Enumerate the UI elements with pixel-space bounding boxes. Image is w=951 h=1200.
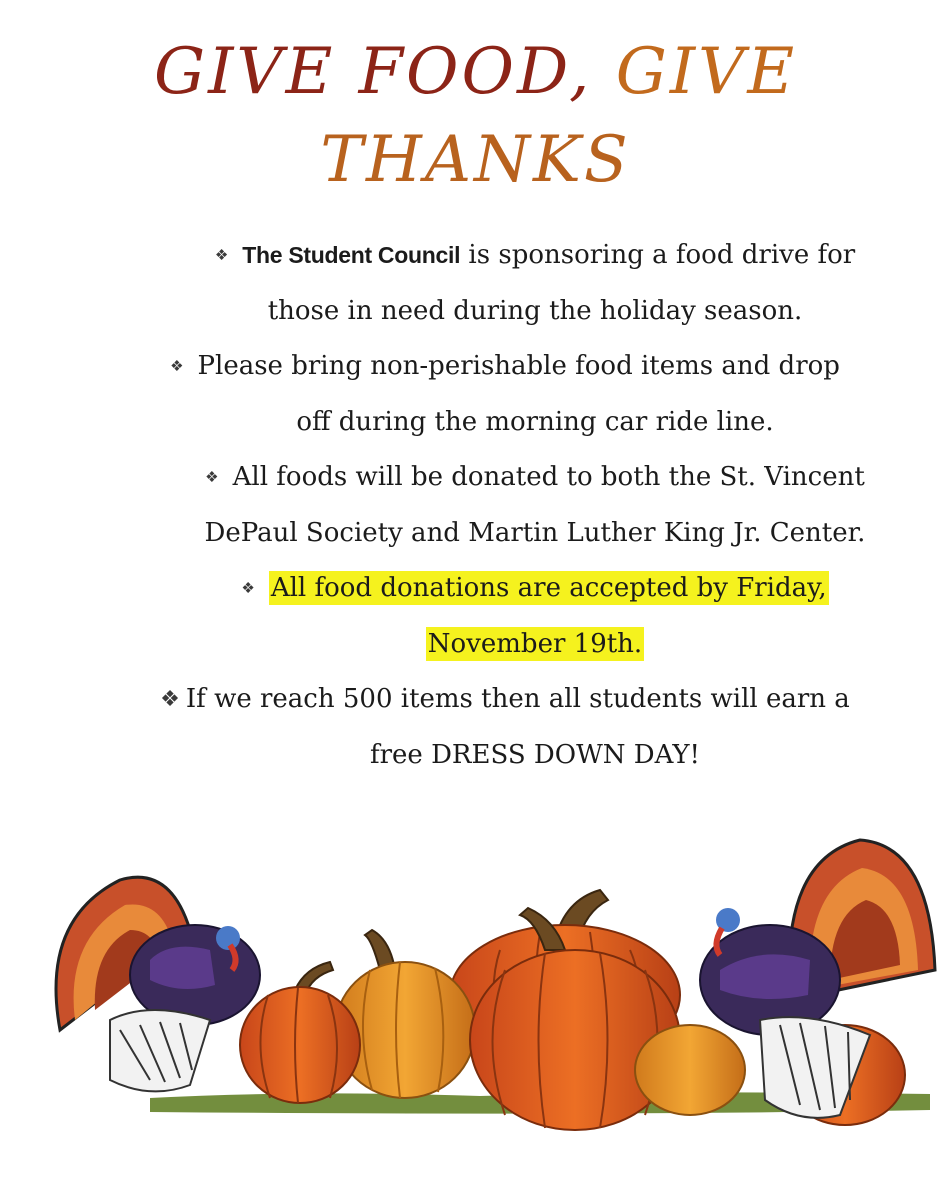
title-line-1 bbox=[0, 28, 951, 116]
bullet-4-cont bbox=[150, 617, 920, 673]
bullet-4 bbox=[150, 561, 920, 617]
title-give: GIVE bbox=[615, 35, 798, 109]
bullet-list bbox=[150, 228, 920, 783]
bullet-diamond-icon: ❖ bbox=[214, 246, 229, 264]
title-thanks: THANKS bbox=[320, 123, 631, 197]
bullet-2-text: Please bring non-perishable food items and drop bbox=[197, 351, 840, 381]
bullet-diamond-icon: ❖ bbox=[205, 468, 219, 486]
bullet-diamond-icon: ❖ bbox=[160, 687, 180, 712]
deadline-date: November 19th. bbox=[427, 628, 643, 659]
bullet-4-highlight: All food donations are accepted by Friday, bbox=[270, 573, 827, 603]
bullet-2 bbox=[90, 339, 920, 395]
bullet-1 bbox=[150, 228, 920, 284]
bullet-3 bbox=[150, 450, 920, 506]
thanksgiving-illustration bbox=[0, 820, 951, 1200]
bullet-3-cont: DePaul Society and Martin Luther King Jr. Center. bbox=[204, 517, 866, 548]
student-council-label: The Student Council bbox=[242, 242, 461, 268]
bullet-diamond-icon: ❖ bbox=[170, 357, 184, 375]
turkey-left-icon bbox=[56, 877, 260, 1091]
flyer-title bbox=[0, 28, 951, 204]
bullet-1-cont: those in need during the holiday season. bbox=[267, 295, 803, 326]
bullet-2-cont: off during the morning car ride line. bbox=[296, 406, 774, 437]
bullet-diamond-icon: ❖ bbox=[241, 579, 255, 597]
bullet-5 bbox=[90, 672, 920, 728]
bullet-5-text: If we reach 500 items then all students will earn a bbox=[185, 684, 850, 714]
bullet-5-cont: free DRESS DOWN DAY! bbox=[369, 739, 700, 770]
title-give-food: GIVE FOOD, bbox=[153, 35, 593, 109]
bullet-3-text: All foods will be donated to both the St. Vincent bbox=[232, 462, 865, 492]
bullet-1-text: is sponsoring a food drive for bbox=[460, 240, 856, 270]
pumpkin-yellow-icon bbox=[335, 930, 475, 1098]
